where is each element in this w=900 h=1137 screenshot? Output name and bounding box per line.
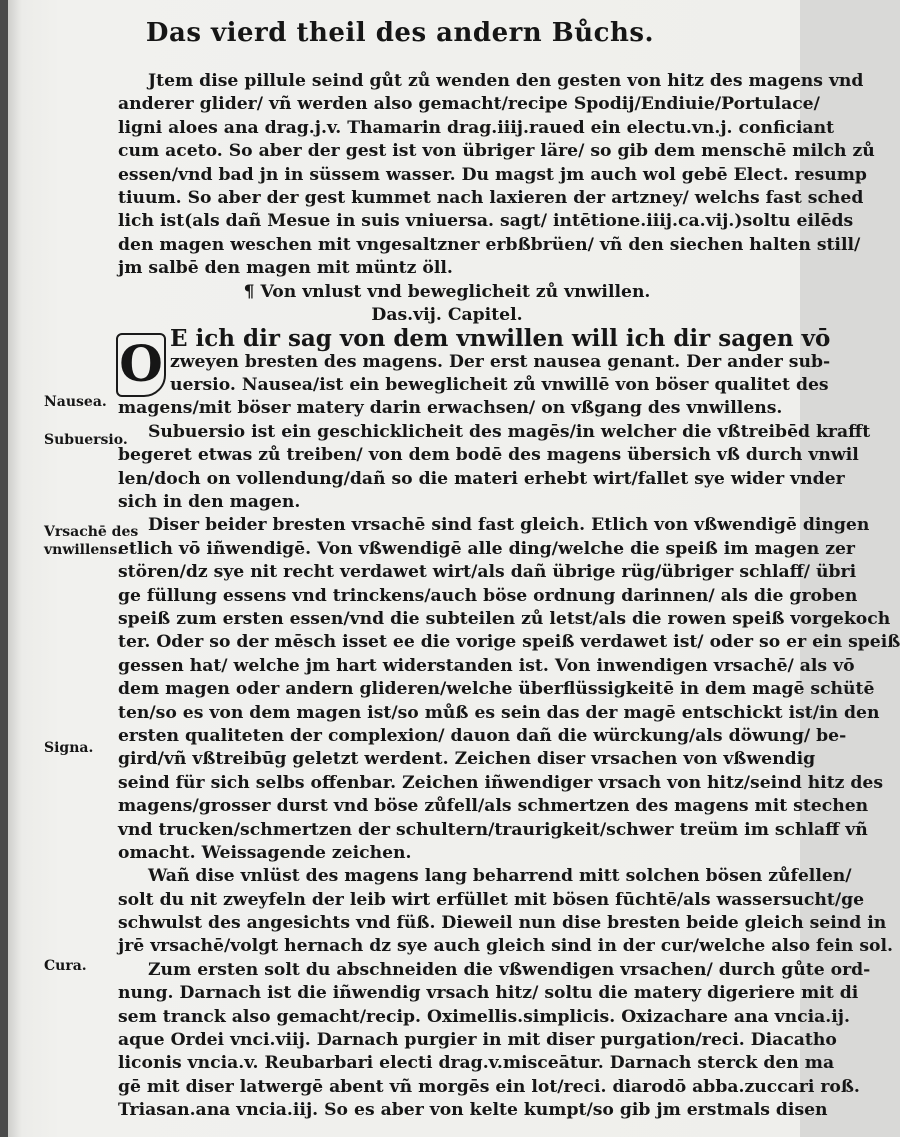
text-line: magens/mit böser matery darin erwachsen/ on vßgang des vnwillens. xyxy=(118,398,783,419)
text-line: ten/so es von dem magen ist/so můß es sein das der magē entschickt ist/in den xyxy=(118,702,880,723)
text-line: solt du nit zweyfeln der leib wirt erfüllet mit bösen fūchtē/als wassersucht/ge xyxy=(118,889,865,910)
margin-note-nausea: Nausea. xyxy=(44,394,107,410)
text-line: lich ist(als dañ Mesue in suis vniuersa. sagt/ intētione.iiij.ca.vij.)soltu eilēds xyxy=(118,211,854,232)
text-line: Wañ dise vnlüst des magens lang beharrend mitt solchen bösen zůfellen/ xyxy=(148,866,852,887)
text-line: Zum ersten solt du abschneiden die vßwendigen vrsachen/ durch gůte ord- xyxy=(148,959,871,980)
text-line: anderer glider/ vñ werden also gemacht/recipe Spodij/Endiuie/Portulace/ xyxy=(118,94,820,115)
text-line: essen/vnd bad jn in süssem wasser. Du magst jm auch wol gebē Elect. resump xyxy=(118,164,867,185)
text-line: dem magen oder andern glideren/welche überflüssigkeitē in dem magē schütē xyxy=(118,679,875,700)
text-line: schwulst des angesichts vnd füß. Dieweil nun dise bresten beide gleich seind in xyxy=(118,913,887,934)
text-line: ¶ Von vnlust vnd beweglicheit zů vnwillen. xyxy=(243,281,651,302)
text-line: ersten qualiteten der complexion/ dauon dañ die würckung/als döwung/ be- xyxy=(118,725,847,746)
text-line: Subuersio ist ein geschicklicheit des magēs/in welcher die vßtreibēd krafft xyxy=(148,421,871,442)
text-line: sich in den magen. xyxy=(118,492,301,513)
text-line: sem tranck also gemacht/recip. Oximellis.simplicis. Oxizachare ana vncia.ij. xyxy=(118,1006,851,1027)
text-line: nung. Darnach ist die iñwendig vrsach hitz/ soltu die matery digeriere mit di xyxy=(118,983,859,1004)
text-line: vnd trucken/schmertzen der schultern/traurigkeit/schwer treüm im schlaff vñ xyxy=(118,819,868,840)
text-line: begeret etwas zů treiben/ von dem bodē des magens übersich vß durch vnwil xyxy=(118,445,859,466)
text-line: len/doch on vollendung/dañ so die materi erhebt wirt/fallet sye wider vnder xyxy=(118,468,845,489)
margin-note-vrsachen-line1: Vrsachē des xyxy=(44,524,139,540)
text-line: uersio. Nausea/ist ein beweglicheit zů vnwillē von böser qualitet des xyxy=(170,375,829,396)
text-line: liconis vncia.v. Reubarbari electi drag.v.misceātur. Darnach sterck den ma xyxy=(118,1053,835,1074)
text-line: Jtem dise pillule seind gůt zů wenden den gesten von hitz des magens vnd xyxy=(148,71,864,91)
text-line: gird/vñ vßtreibūg geletzt werdent. Zeichen diser vrsachen von vßwendig xyxy=(118,749,816,770)
text-line: Triasan.ana vncia.iij. So es aber von kelte kumpt/so gib jm erstmals disen xyxy=(118,1100,828,1121)
text-line: omacht. Weissagende zeichen. xyxy=(118,842,412,863)
text-line: aque Ordei vnci.viij. Darnach purgier in mit diser purgation/reci. Diacatho xyxy=(118,1030,837,1051)
text-line: ligni aloes ana drag.j.v. Thamarin drag.iiij.raued ein electu.vn.j. conficiant xyxy=(118,117,835,138)
text-line: ge füllung essens vnd trinckens/auch böse ordnung darinnen/ als die groben xyxy=(118,585,858,606)
text-line: jrē vrsachē/volgt hernach dz sye auch gleich sind in der cur/welche also fein sol. xyxy=(118,936,894,957)
margin-note-signa: Signa. xyxy=(44,740,94,756)
text-line: Diser beider bresten vrsachē sind fast gleich. Etlich von vßwendigē dingen xyxy=(148,515,870,536)
text-line: gessen hat/ welche jm hart widerstanden ist. Von inwendigen vrsachē/ als vō xyxy=(118,655,855,676)
text-line: tiuum. So aber der gest kummet nach laxieren der artzney/ welchs fast sched xyxy=(118,187,864,208)
margin-note-subuersio: Subuersio. xyxy=(44,432,128,448)
text-line: Das.vij. Capitel. xyxy=(371,304,523,325)
page-binding-shadow xyxy=(0,0,8,1137)
text-line: E ich dir sag von dem vnwillen will ich dir sagen vō xyxy=(170,325,831,353)
page-body xyxy=(118,70,900,1123)
text-line: zweyen bresten des magens. Der erst nausea genant. Der ander sub- xyxy=(170,351,831,372)
text-line: ter. Oder so der mēsch isset ee die vorige speiß verdawet ist/ oder so er ein speiß xyxy=(118,632,900,653)
margin-note-cura: Cura. xyxy=(44,958,87,974)
text-line: magens/grosser durst vnd böse zůfell/als schmertzen des magens mit stechen xyxy=(118,796,869,817)
drop-cap: O xyxy=(116,333,166,397)
text-line: gē mit diser latwergē abent vñ morgēs ein lot/reci. diarodō abba.zuccari roß. xyxy=(118,1076,860,1097)
text-line: speiß zum ersten essen/vnd die subteilen zů letst/als die rowen speiß vorgekoch xyxy=(118,608,891,629)
running-header: Das vierd theil des andern Bůchs. xyxy=(145,18,655,48)
text-line: den magen weschen mit vngesaltzner erbßbrüen/ vñ den siechen halten still/ xyxy=(118,234,861,255)
text-line: cum aceto. So aber der gest ist von übriger läre/ so gib dem menschē milch zů xyxy=(118,141,875,162)
text-line: etlich vō iñwendigē. Von vßwendigē alle ding/welche die speiß im magen zer xyxy=(118,538,855,559)
text-line: seind für sich selbs offenbar. Zeichen iñwendiger vrsach von hitz/seind hitz des xyxy=(118,772,884,793)
text-line: jm salbē den magen mit müntz öll. xyxy=(118,258,453,279)
text-line: stören/dz sye nit recht verdawet wirt/als dañ übrige rüg/übriger schlaff/ übri xyxy=(118,562,857,583)
margin-note-vrsachen-line2: vnwillens. xyxy=(44,542,123,558)
